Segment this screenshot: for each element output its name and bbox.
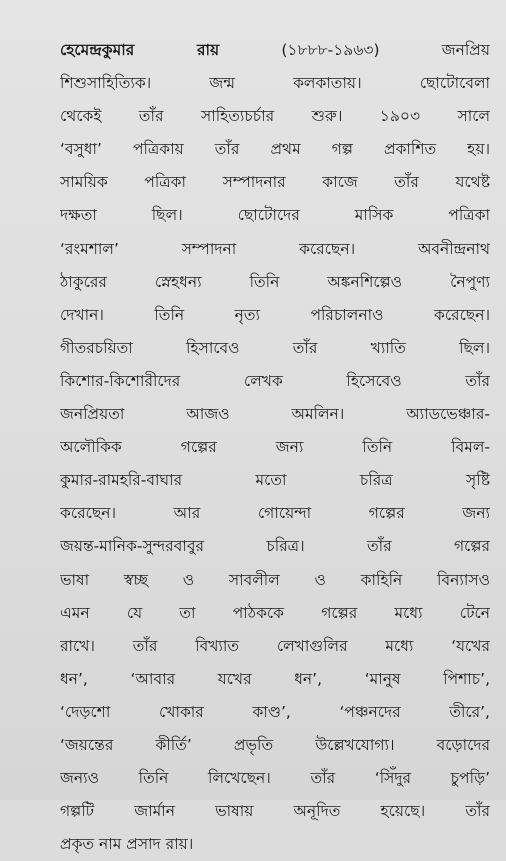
bio-line: দেখান। তিনি নৃত্য পরিচালনাও করেছেন। bbox=[60, 305, 490, 324]
bio-line: ধন’, ‘আবার যখের ধন’, ‘মানুষ পিশাচ’, bbox=[60, 669, 490, 688]
bio-line: গল্পটি জার্মান ভাষায় অনূদিত হয়েছে। তাঁর bbox=[60, 802, 490, 821]
bio-line: জয়ন্ত-মানিক-সুন্দরবাবুর চরিত্র। তাঁর গল্পের bbox=[60, 537, 490, 556]
bio-line: ভাষা স্বচ্ছ ও সাবলীল ও কাহিনি বিন্যাসও bbox=[60, 570, 490, 589]
author-life-years: (১৮৮৮-১৯৬৩) জনপ্রিয় bbox=[219, 41, 490, 59]
bio-line: এমন যে তা পাঠককে গল্পের মধ্যে টেনে bbox=[60, 603, 490, 622]
bio-line: কুমার-রামহরি-বাঘার মতো চরিত্র সৃষ্টি bbox=[60, 471, 490, 490]
bio-line bbox=[60, 34, 490, 67]
bio-line: শিশুসাহিত্যিক। জন্ম কলকাতায়। ছোটোবেলা bbox=[60, 74, 490, 93]
bio-line: প্রকৃত নাম প্রসাদ রায়। bbox=[60, 835, 194, 854]
bio-line: ‘বসুধা’ পত্রিকায় তাঁর প্রথম গল্প প্রকাশিত হয়। bbox=[60, 140, 490, 159]
author-name: হেমেন্দ্রকুমার রায় bbox=[60, 41, 220, 59]
bio-line: সাময়িক পত্রিকা সম্পাদনার কাজে তাঁর যথেষ্ট bbox=[60, 173, 490, 192]
bio-line: কিশোর-কিশোরীদের লেখক হিসেবেও তাঁর bbox=[60, 371, 490, 390]
bio-line: জন্যও তিনি লিখেছেন। তাঁর ‘সিঁদুর চুপড়ি’ bbox=[60, 769, 490, 788]
bio-line: গীতরচয়িতা হিসাবেও তাঁর খ্যাতি ছিল। bbox=[60, 338, 490, 357]
author-bio-paragraph bbox=[60, 34, 490, 861]
bio-line: অলৌকিক গল্পের জন্য তিনি বিমল- bbox=[60, 438, 490, 457]
bio-line: ‘রংমশাল’ সম্পাদনা করেছেন। অবনীন্দ্রনাথ bbox=[60, 239, 490, 258]
bio-line: দক্ষতা ছিল। ছোটোদের মাসিক পত্রিকা bbox=[60, 206, 490, 225]
bio-line: ‘জয়ন্তের কীর্তি’ প্রভৃতি উল্লেখযোগ্য। বড়োদের bbox=[60, 735, 490, 754]
bio-line: ‘দেড়শো খোকার কাণ্ড’, ‘পঞ্চনদের তীরে’, bbox=[60, 702, 490, 721]
bio-line: থেকেই তাঁর সাহিত্যচর্চার শুরু। ১৯০৩ সালে bbox=[60, 107, 490, 126]
bio-line: ঠাকুরের স্নেহধন্য তিনি অঙ্কনশিল্পেও নৈপুণ্য bbox=[60, 272, 490, 291]
bio-line: রাখে। তাঁর বিখ্যাত লেখাগুলির মধ্যে ‘যখের bbox=[60, 636, 490, 655]
bio-line: জনপ্রিয়তা আজও অমলিন। অ্যাডভেঞ্চার- bbox=[60, 405, 490, 424]
bio-line: করেছেন। আর গোয়েন্দা গল্পের জন্য bbox=[60, 504, 490, 523]
